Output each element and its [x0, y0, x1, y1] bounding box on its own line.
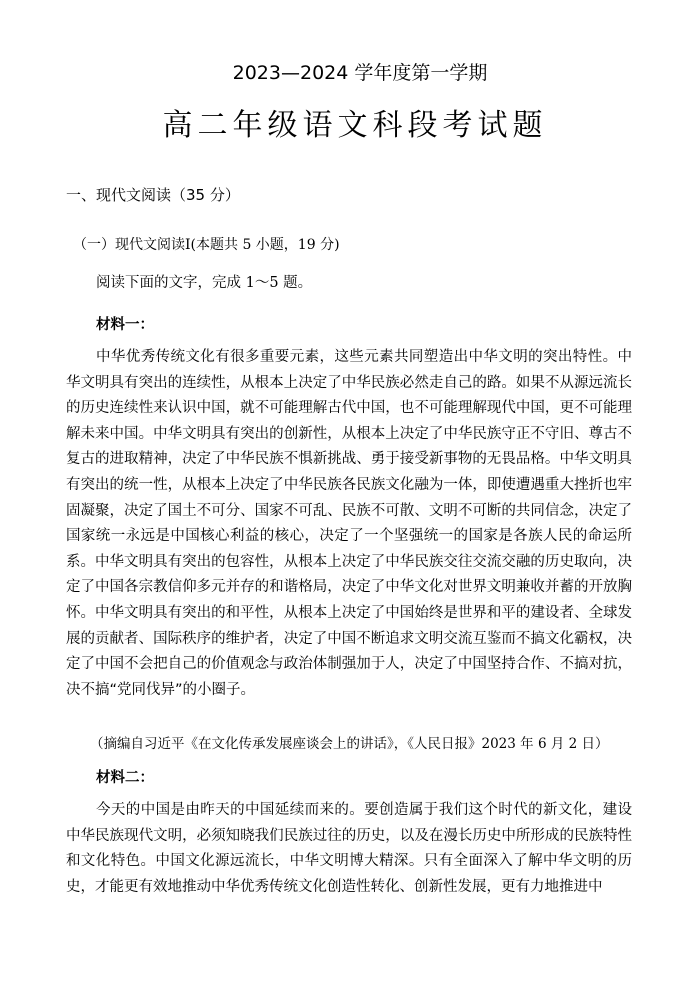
subsection-heading: （一）现代文阅读Ⅰ(本题共 5 小题，19 分): [73, 237, 340, 253]
material-one-source: （摘编自习近平《在文化传承发展座谈会上的讲话》，《人民日报》2023 年 6 月 2 日）: [90, 736, 609, 752]
section-heading: 一、现代文阅读（35 分）: [66, 186, 240, 204]
material-two-label: 材料二：: [96, 770, 154, 786]
material-one-text: 中华优秀传统文化有很多重要元素，这些元素共同塑造出中华文明的突出特性。中华文明具有突出的连续性，从根本上决定了中华民族必然走自己的路。如果不从源远流长的历史连续性来认识中国，就不可能理解古代中国，也不可能理解现代中国，更不可能理解未来中国。中华文明具有突出的创新性，从根本上决定了中华民族守正不守旧、尊古不复古的进取精神，决定了中华民族不惧新挑战、勇于接受新事物的无畏品格。中华文明具有突出的统一性，从根本上决定了中华民族各民族文化融为一体，即使遭遇重大挫折也牢固凝聚，决定了国土不可分、国家不可乱、民族不可散、文明不可断的共同信念，决定了国家统一永远是中国核心利益的核心，决定了一个坚强统一的国家是各族人民的命运所系。中华文明具有突出的包容性，从根本上决定了中华民族交往交流交融的历史取向，决定了中国各宗教信仰多元并存的和谐格局，决定了中华文化对世界文明兼收并蓄的开放胸怀。中华文明具有突出的和平性，从根本上决定了中国始终是世界和平的建设者、全球发展的贡献者、国际秩序的维护者，决定了中国不断追求文明交流互鉴而不搞文化霸权，决定了中国不会把自己的价值观念与政治体制强加于人，决定了中国坚持合作、不搞对抗，决不搞“党同伐异”的小圈子。: [66, 349, 632, 698]
material-one-label: 材料一：: [96, 317, 154, 333]
material-two-text: 今天的中国是由昨天的中国延续而来的。要创造属于我们这个时代的新文化，建设中华民族现代文明，必须知晓我们民族过往的历史，以及在漫长历史中所形成的民族特性和文化特色。中国文化源远流长，中华文明博大精深。只有全面深入了解中华文明的历史，才能更有效地推动中华优秀传统文化创造性转化、创新性发展，更有力地推进中: [66, 802, 632, 895]
reading-instruction: 阅读下面的文字，完成 1～5 题。: [96, 275, 313, 291]
exam-title: 高二年级语文科段考试题: [162, 108, 548, 143]
exam-term: 2023—2024 学年度第一学期: [232, 62, 488, 84]
